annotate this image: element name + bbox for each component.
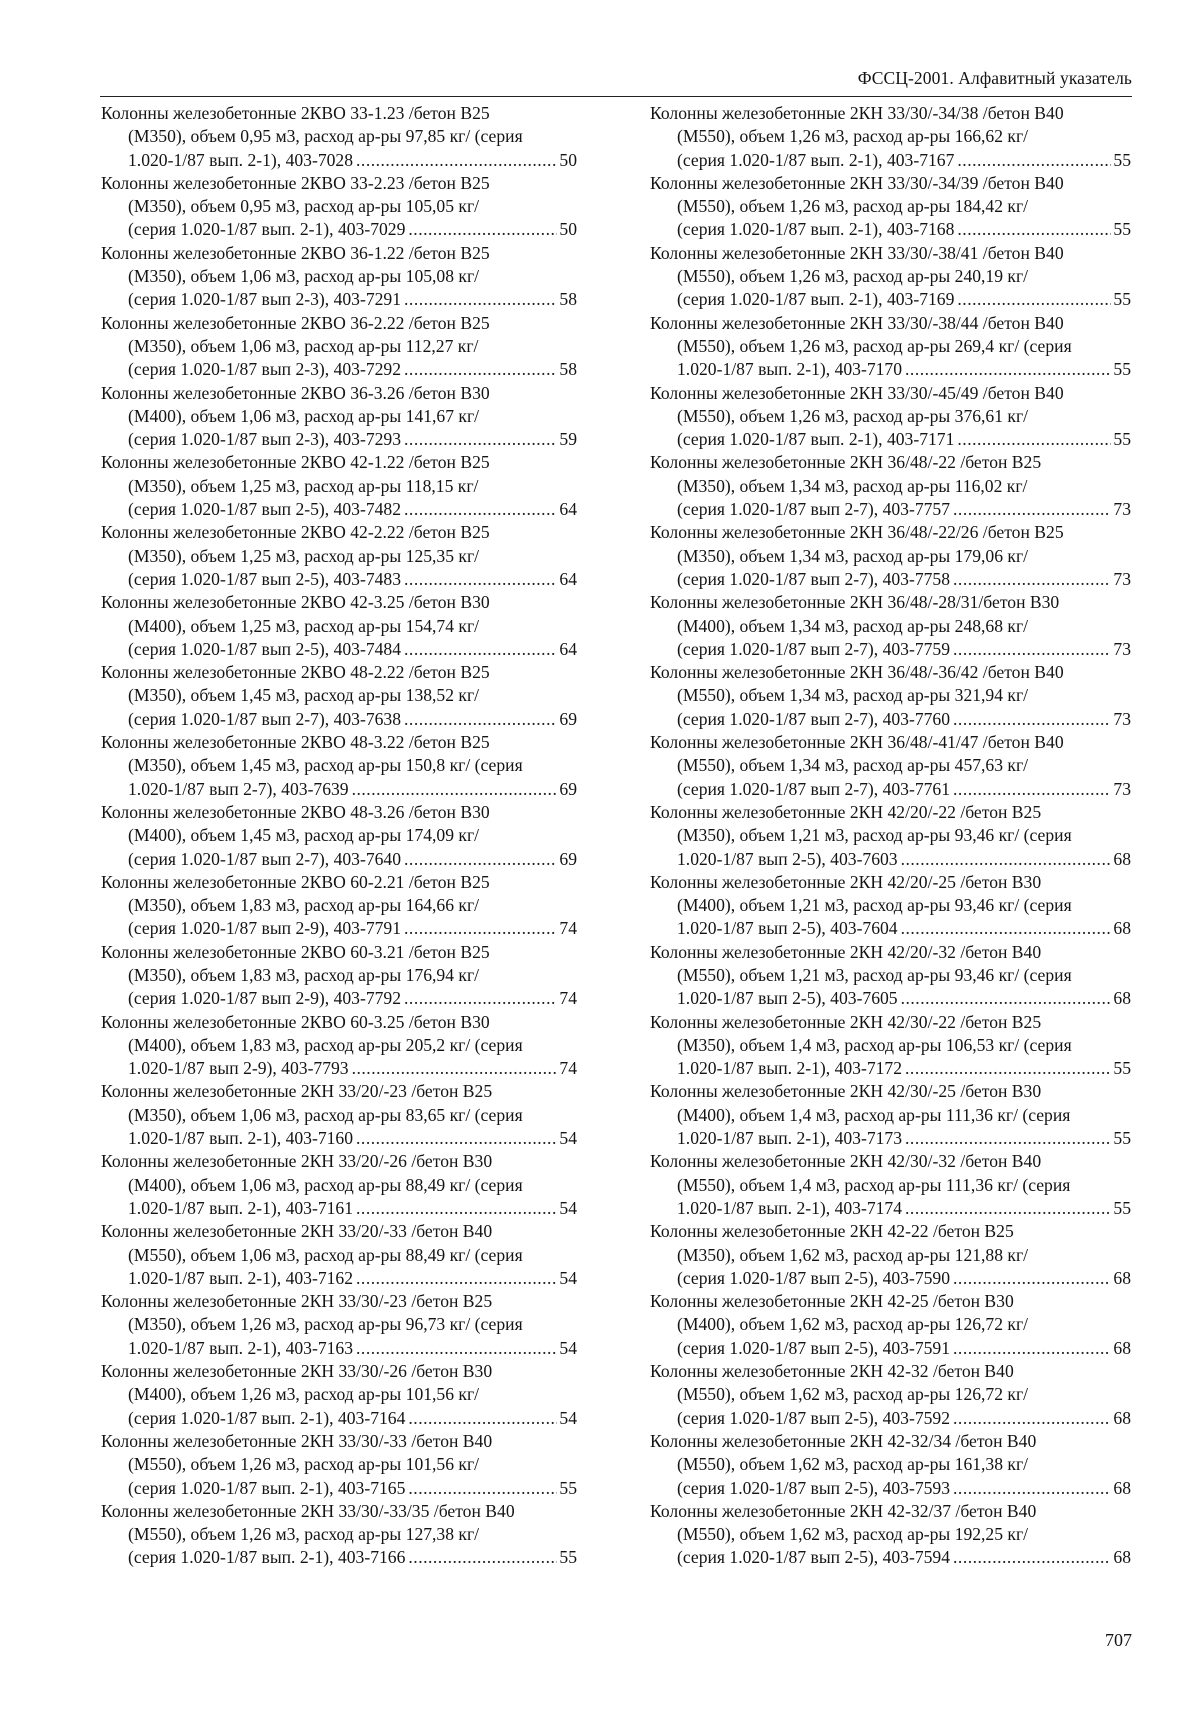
page-number: 707: [1105, 1630, 1132, 1650]
entry-details: (М400), объем 1,06 м3, расход ар-ры 88,49 кг/ (серия: [128, 1174, 523, 1195]
entry-reference-line: [101, 1127, 577, 1150]
entry-details: (М550), объем 1,26 м3, расход ар-ры 184,42 кг/: [677, 196, 1029, 217]
entry-page-number: 68: [1113, 1407, 1131, 1428]
entry-reference: (серия 1.020-1/87 вып. 2-1), 403-7167: [677, 149, 955, 170]
entry-reference-line: [650, 708, 1131, 731]
entry-reference: 1.020-1/87 вып. 2-1), 403-7172: [677, 1058, 903, 1079]
entry-reference-line: [650, 568, 1131, 591]
entry-reference: (серия 1.020-1/87 вып 2-3), 403-7291: [128, 289, 402, 310]
entry-page-number: 69: [559, 848, 577, 869]
entry-reference-line: [650, 987, 1131, 1010]
entry-title: Колонны железобетонные 2КН 42-22 /бетон В25: [650, 1221, 1014, 1242]
index-entry: [650, 1500, 1131, 1570]
entry-reference: (серия 1.020-1/87 вып 2-5), 403-7591: [677, 1337, 951, 1358]
dot-leader: [408, 1407, 557, 1430]
entry-page-number: 54: [559, 1407, 577, 1428]
entry-reference-line: [650, 288, 1131, 311]
entry-page-number: 55: [1113, 1197, 1131, 1218]
entry-reference-line: [650, 218, 1131, 241]
index-entry: [650, 941, 1131, 1011]
entry-page-number: 54: [559, 1197, 577, 1218]
entry-title: Колонны железобетонные 2КН 42-32 /бетон В40: [650, 1361, 1014, 1382]
entry-reference: 1.020-1/87 вып 2-9), 403-7793: [128, 1058, 349, 1079]
entry-reference: (серия 1.020-1/87 вып 2-3), 403-7293: [128, 429, 402, 450]
entry-details: (М350), объем 1,83 м3, расход ар-ры 176,94 кг/: [128, 964, 480, 985]
entry-reference-line: [650, 1477, 1131, 1500]
entry-page-number: 73: [1113, 499, 1131, 520]
dot-leader: [953, 498, 1111, 521]
entry-title: Колонны железобетонные 2КН 33/30/-34/39 /бетон В40: [650, 172, 1064, 193]
entry-reference: (серия 1.020-1/87 вып 2-5), 403-7482: [128, 499, 402, 520]
entry-reference: 1.020-1/87 вып. 2-1), 403-7162: [128, 1267, 354, 1288]
entry-title: Колонны железобетонные 2КН 33/20/-26 /бетон В30: [101, 1151, 493, 1172]
entry-details: (М550), объем 1,26 м3, расход ар-ры 166,62 кг/: [677, 126, 1029, 147]
index-entry: [101, 451, 577, 521]
dot-leader: [404, 917, 557, 940]
entry-reference: (серия 1.020-1/87 вып 2-9), 403-7791: [128, 918, 402, 939]
entry-title: Колонны железобетонные 2КН 33/30/-45/49 /бетон В40: [650, 382, 1064, 403]
entry-reference-line: [101, 1267, 577, 1290]
index-entry: [101, 731, 577, 801]
entry-reference: 1.020-1/87 вып. 2-1), 403-7170: [677, 359, 903, 380]
entry-title: Колонны железобетонные 2КВО 60-3.21 /бетон В25: [101, 941, 490, 962]
entry-reference: 1.020-1/87 вып 2-5), 403-7605: [677, 988, 898, 1009]
entry-reference-line: [650, 1546, 1131, 1569]
index-column-right: [650, 102, 1131, 1570]
entry-page-number: 73: [1113, 638, 1131, 659]
entry-reference: (серия 1.020-1/87 вып. 2-1), 403-7168: [677, 219, 955, 240]
dot-leader: [957, 288, 1111, 311]
entry-details: (М550), объем 1,62 м3, расход ар-ры 192,25 кг/: [677, 1524, 1029, 1545]
entry-reference: (серия 1.020-1/87 вып 2-9), 403-7792: [128, 988, 402, 1009]
entry-title: Колонны железобетонные 2КН 36/48/-28/31/бетон В30: [650, 592, 1060, 613]
entry-title: Колонны железобетонные 2КВО 42-1.22 /бетон В25: [101, 452, 490, 473]
entry-reference: (серия 1.020-1/87 вып. 2-1), 403-7169: [677, 289, 955, 310]
entry-reference-line: [650, 1407, 1131, 1430]
entry-reference: (серия 1.020-1/87 вып. 2-1), 403-7029: [128, 219, 406, 240]
entry-title: Колонны железобетонные 2КВО 60-3.25 /бетон В30: [101, 1011, 490, 1032]
entry-reference: (серия 1.020-1/87 вып 2-5), 403-7590: [677, 1267, 951, 1288]
entry-reference: (серия 1.020-1/87 вып 2-7), 403-7759: [677, 638, 951, 659]
entry-title: Колонны железобетонные 2КН 33/20/-33 /бетон В40: [101, 1221, 493, 1242]
entry-details: (М350), объем 1,45 м3, расход ар-ры 150,8 кг/ (серия: [128, 755, 523, 776]
entry-reference-line: [101, 498, 577, 521]
dot-leader: [408, 218, 557, 241]
entry-title: Колонны железобетонные 2КН 33/30/-23 /бетон В25: [101, 1291, 493, 1312]
entry-reference: 1.020-1/87 вып 2-5), 403-7603: [677, 848, 898, 869]
entry-page-number: 69: [559, 708, 577, 729]
entry-page-number: 64: [559, 638, 577, 659]
entry-details: (М350), объем 1,06 м3, расход ар-ры 83,65 кг/ (серия: [128, 1104, 523, 1125]
entry-page-number: 55: [1113, 1128, 1131, 1149]
entry-details: (М350), объем 1,25 м3, расход ар-ры 118,15 кг/: [128, 475, 479, 496]
entry-reference-line: [650, 1337, 1131, 1360]
index-entry: [101, 1290, 577, 1360]
entry-page-number: 73: [1113, 778, 1131, 799]
entry-page-number: 68: [1113, 1337, 1131, 1358]
index-entry: [101, 591, 577, 661]
index-entry: [650, 102, 1131, 172]
entry-details: (М400), объем 1,34 м3, расход ар-ры 248,68 кг/: [677, 615, 1029, 636]
entry-reference: (серия 1.020-1/87 вып 2-7), 403-7761: [677, 778, 951, 799]
entry-page-number: 58: [559, 289, 577, 310]
entry-reference: 1.020-1/87 вып 2-5), 403-7604: [677, 918, 898, 939]
entry-page-number: 68: [1113, 1477, 1131, 1498]
entry-page-number: 55: [1113, 429, 1131, 450]
entry-reference-line: [101, 848, 577, 871]
entry-reference: (серия 1.020-1/87 вып 2-5), 403-7483: [128, 568, 402, 589]
entry-title: Колонны железобетонные 2КН 42/30/-32 /бетон В40: [650, 1151, 1042, 1172]
index-entry: [101, 172, 577, 242]
index-entry: [650, 1290, 1131, 1360]
index-entry: [650, 591, 1131, 661]
entry-details: (М550), объем 1,34 м3, расход ар-ры 321,94 кг/: [677, 685, 1029, 706]
entry-page-number: 69: [559, 778, 577, 799]
entry-reference-line: [650, 638, 1131, 661]
entry-page-number: 73: [1113, 708, 1131, 729]
entry-page-number: 55: [559, 1477, 577, 1498]
entry-page-number: 50: [559, 219, 577, 240]
entry-title: Колонны железобетонные 2КН 33/30/-26 /бетон В30: [101, 1361, 493, 1382]
entry-page-number: 64: [559, 499, 577, 520]
entry-details: (М550), объем 1,4 м3, расход ар-ры 111,36 кг/ (серия: [677, 1174, 1071, 1195]
entry-reference: (серия 1.020-1/87 вып 2-7), 403-7638: [128, 708, 402, 729]
index-entry: [101, 312, 577, 382]
entry-page-number: 59: [559, 429, 577, 450]
entry-reference-line: [101, 1197, 577, 1220]
dot-leader: [404, 638, 557, 661]
entry-reference-line: [101, 1546, 577, 1569]
dot-leader: [957, 218, 1111, 241]
entry-title: Колонны железобетонные 2КН 42/30/-25 /бетон В30: [650, 1081, 1042, 1102]
index-entry: [650, 801, 1131, 871]
entry-reference: (серия 1.020-1/87 вып. 2-1), 403-7166: [128, 1547, 406, 1568]
entry-reference-line: [101, 218, 577, 241]
entry-reference-line: [650, 1057, 1131, 1080]
entry-details: (М400), объем 1,4 м3, расход ар-ры 111,36 кг/ (серия: [677, 1104, 1071, 1125]
entry-details: (М550), объем 1,26 м3, расход ар-ры 101,56 кг/: [128, 1454, 480, 1475]
entry-details: (М350), объем 1,21 м3, расход ар-ры 93,46 кг/ (серия: [677, 825, 1072, 846]
entry-page-number: 55: [1113, 149, 1131, 170]
dot-leader: [953, 638, 1111, 661]
dot-leader: [404, 708, 557, 731]
header-rule: [100, 96, 1132, 97]
entry-page-number: 68: [1113, 918, 1131, 939]
entry-reference-line: [650, 1197, 1131, 1220]
dot-leader: [953, 1477, 1111, 1500]
dot-leader: [953, 1407, 1111, 1430]
entry-reference-line: [101, 428, 577, 451]
entry-title: Колонны железобетонные 2КН 42/20/-22 /бетон В25: [650, 801, 1042, 822]
dot-leader: [404, 568, 557, 591]
index-entry: [101, 661, 577, 731]
entry-title: Колонны железобетонные 2КН 33/30/-38/44 /бетон В40: [650, 312, 1064, 333]
entry-reference: 1.020-1/87 вып. 2-1), 403-7028: [128, 149, 354, 170]
index-entry: [101, 1220, 577, 1290]
index-entry: [650, 382, 1131, 452]
dot-leader: [356, 1197, 557, 1220]
dot-leader: [957, 149, 1111, 172]
entry-reference-line: [101, 778, 577, 801]
entry-page-number: 54: [559, 1337, 577, 1358]
entry-title: Колонны железобетонные 2КН 42-32/37 /бетон В40: [650, 1500, 1037, 1521]
entry-reference-line: [650, 1267, 1131, 1290]
index-entry: [101, 1500, 577, 1570]
entry-details: (М350), объем 1,4 м3, расход ар-ры 106,53 кг/ (серия: [677, 1034, 1072, 1055]
entry-title: Колонны железобетонные 2КН 42/20/-32 /бетон В40: [650, 941, 1042, 962]
entry-details: (М400), объем 1,06 м3, расход ар-ры 141,67 кг/: [128, 405, 480, 426]
entry-reference: 1.020-1/87 вып. 2-1), 403-7163: [128, 1337, 354, 1358]
entry-title: Колонны железобетонные 2КН 42-25 /бетон В30: [650, 1291, 1014, 1312]
entry-page-number: 68: [1113, 848, 1131, 869]
entry-reference: (серия 1.020-1/87 вып. 2-1), 403-7164: [128, 1407, 406, 1428]
entry-page-number: 68: [1113, 1267, 1131, 1288]
entry-title: Колонны железобетонные 2КВО 36-1.22 /бетон В25: [101, 242, 490, 263]
index-entry: [650, 521, 1131, 591]
entry-details: (М350), объем 1,45 м3, расход ар-ры 138,52 кг/: [128, 685, 480, 706]
index-entry: [650, 731, 1131, 801]
entry-details: (М550), объем 1,06 м3, расход ар-ры 88,49 кг/ (серия: [128, 1244, 523, 1265]
index-entry: [650, 1430, 1131, 1500]
dot-leader: [901, 987, 1112, 1010]
entry-page-number: 55: [559, 1547, 577, 1568]
entry-reference-line: [650, 358, 1131, 381]
index-entry: [650, 661, 1131, 731]
entry-reference-line: [650, 428, 1131, 451]
entry-details: (М350), объем 0,95 м3, расход ар-ры 105,05 кг/: [128, 196, 480, 217]
entry-details: (М550), объем 1,26 м3, расход ар-ры 269,4 кг/ (серия: [677, 335, 1072, 356]
entry-reference: 1.020-1/87 вып. 2-1), 403-7160: [128, 1128, 354, 1149]
index-entry: [650, 242, 1131, 312]
entry-page-number: 54: [559, 1128, 577, 1149]
dot-leader: [352, 778, 558, 801]
entry-details: (М400), объем 1,21 м3, расход ар-ры 93,46 кг/ (серия: [677, 895, 1072, 916]
entry-details: (М550), объем 1,62 м3, расход ар-ры 126,72 кг/: [677, 1384, 1029, 1405]
entry-details: (М550), объем 1,26 м3, расход ар-ры 376,61 кг/: [677, 405, 1029, 426]
dot-leader: [953, 708, 1111, 731]
entry-details: (М400), объем 1,45 м3, расход ар-ры 174,09 кг/: [128, 825, 480, 846]
entry-reference-line: [101, 1337, 577, 1360]
entry-reference-line: [101, 288, 577, 311]
entry-page-number: 74: [559, 918, 577, 939]
entry-reference: 1.020-1/87 вып 2-7), 403-7639: [128, 778, 349, 799]
entry-details: (М550), объем 1,62 м3, расход ар-ры 161,38 кг/: [677, 1454, 1029, 1475]
entry-title: Колонны железобетонные 2КВО 33-2.23 /бетон В25: [101, 172, 490, 193]
dot-leader: [404, 358, 557, 381]
index-entry: [101, 521, 577, 591]
entry-reference-line: [101, 149, 577, 172]
entry-reference-line: [650, 778, 1131, 801]
entry-page-number: 73: [1113, 568, 1131, 589]
entry-title: Колонны железобетонные 2КН 33/30/-38/41 /бетон В40: [650, 242, 1064, 263]
index-column-left: [101, 102, 577, 1570]
entry-reference-line: [101, 708, 577, 731]
entry-reference-line: [101, 917, 577, 940]
entry-reference: (серия 1.020-1/87 вып 2-5), 403-7593: [677, 1477, 951, 1498]
entry-page-number: 74: [559, 1058, 577, 1079]
entry-reference-line: [101, 987, 577, 1010]
entry-reference: (серия 1.020-1/87 вып 2-7), 403-7758: [677, 568, 951, 589]
entry-page-number: 55: [1113, 1058, 1131, 1079]
entry-details: (М400), объем 1,62 м3, расход ар-ры 126,72 кг/: [677, 1314, 1029, 1335]
entry-reference-line: [650, 848, 1131, 871]
entry-reference-line: [650, 149, 1131, 172]
entry-title: Колонны железобетонные 2КВО 42-3.25 /бетон В30: [101, 592, 490, 613]
entry-title: Колонны железобетонные 2КВО 42-2.22 /бетон В25: [101, 522, 490, 543]
entry-title: Колонны железобетонные 2КН 36/48/-41/47 /бетон В40: [650, 732, 1064, 753]
index-entry: [101, 801, 577, 871]
entry-title: Колонны железобетонные 2КВО 48-2.22 /бетон В25: [101, 662, 490, 683]
dot-leader: [404, 987, 557, 1010]
entry-details: (М350), объем 1,06 м3, расход ар-ры 112,27 кг/: [128, 335, 479, 356]
dot-leader: [408, 1477, 557, 1500]
index-entry: [650, 1360, 1131, 1430]
entry-reference-line: [650, 917, 1131, 940]
dot-leader: [905, 358, 1111, 381]
index-entry: [101, 1080, 577, 1150]
entry-title: Колонны железобетонные 2КН 36/48/-36/42 /бетон В40: [650, 662, 1064, 683]
entry-details: (М350), объем 1,26 м3, расход ар-ры 96,73 кг/ (серия: [128, 1314, 523, 1335]
dot-leader: [408, 1546, 557, 1569]
entry-title: Колонны железобетонные 2КН 33/30/-33/35 /бетон В40: [101, 1500, 515, 1521]
entry-reference: (серия 1.020-1/87 вып 2-3), 403-7292: [128, 359, 402, 380]
entry-reference: (серия 1.020-1/87 вып 2-7), 403-7757: [677, 499, 951, 520]
entry-page-number: 54: [559, 1267, 577, 1288]
entry-reference: 1.020-1/87 вып. 2-1), 403-7173: [677, 1128, 903, 1149]
index-entry: [650, 312, 1131, 382]
dot-leader: [901, 848, 1112, 871]
dot-leader: [352, 1057, 558, 1080]
dot-leader: [356, 1267, 557, 1290]
dot-leader: [901, 917, 1112, 940]
dot-leader: [953, 568, 1111, 591]
index-entry: [101, 382, 577, 452]
entry-title: Колонны железобетонные 2КВО 60-2.21 /бетон В25: [101, 871, 490, 892]
entry-page-number: 50: [559, 149, 577, 170]
index-entry: [101, 102, 577, 172]
entry-details: (М400), объем 1,83 м3, расход ар-ры 205,2 кг/ (серия: [128, 1034, 523, 1055]
dot-leader: [356, 149, 557, 172]
entry-title: Колонны железобетонные 2КН 33/30/-33 /бетон В40: [101, 1430, 493, 1451]
entry-details: (М550), объем 1,26 м3, расход ар-ры 127,38 кг/: [128, 1524, 480, 1545]
entry-page-number: 74: [559, 988, 577, 1009]
entry-title: Колонны железобетонные 2КН 42/20/-25 /бетон В30: [650, 871, 1042, 892]
dot-leader: [404, 848, 557, 871]
index-entry: [101, 1150, 577, 1220]
dot-leader: [356, 1337, 557, 1360]
entry-title: Колонны железобетонные 2КВО 48-3.22 /бетон В25: [101, 732, 490, 753]
dot-leader: [905, 1057, 1111, 1080]
entry-title: Колонны железобетонные 2КН 36/48/-22/26 /бетон В25: [650, 522, 1064, 543]
dot-leader: [404, 428, 557, 451]
entry-reference: (серия 1.020-1/87 вып 2-5), 403-7484: [128, 638, 402, 659]
entry-details: (М550), объем 1,21 м3, расход ар-ры 93,46 кг/ (серия: [677, 964, 1072, 985]
entry-reference-line: [101, 1407, 577, 1430]
index-entry: [650, 871, 1131, 941]
index-entry: [650, 1011, 1131, 1081]
entry-details: (М350), объем 1,34 м3, расход ар-ры 116,02 кг/: [677, 475, 1028, 496]
entry-title: Колонны железобетонные 2КН 33/20/-23 /бетон В25: [101, 1081, 493, 1102]
dot-leader: [404, 288, 557, 311]
index-entry: [650, 1080, 1131, 1150]
entry-title: Колонны железобетонные 2КН 42/30/-22 /бетон В25: [650, 1011, 1042, 1032]
entry-page-number: 55: [1113, 359, 1131, 380]
entry-reference: (серия 1.020-1/87 вып. 2-1), 403-7171: [677, 429, 955, 450]
entry-reference-line: [101, 638, 577, 661]
index-entry: [101, 242, 577, 312]
dot-leader: [953, 1546, 1111, 1569]
index-entry: [650, 1220, 1131, 1290]
entry-title: Колонны железобетонные 2КВО 36-3.26 /бетон В30: [101, 382, 490, 403]
entry-details: (М550), объем 1,26 м3, расход ар-ры 240,19 кг/: [677, 266, 1029, 287]
index-entry: [101, 1011, 577, 1081]
entry-details: (М350), объем 1,25 м3, расход ар-ры 125,35 кг/: [128, 545, 480, 566]
entry-reference-line: [101, 1057, 577, 1080]
entry-details: (М350), объем 1,34 м3, расход ар-ры 179,06 кг/: [677, 545, 1029, 566]
entry-page-number: 58: [559, 359, 577, 380]
entry-reference-line: [650, 1127, 1131, 1150]
entry-title: Колонны железобетонные 2КВО 36-2.22 /бетон В25: [101, 312, 490, 333]
index-entry: [101, 1430, 577, 1500]
entry-details: (М350), объем 0,95 м3, расход ар-ры 97,85 кг/ (серия: [128, 126, 523, 147]
index-entry: [101, 871, 577, 941]
entry-page-number: 55: [1113, 289, 1131, 310]
index-entry: [650, 172, 1131, 242]
dot-leader: [957, 428, 1111, 451]
entry-title: Колонны железобетонные 2КВО 33-1.23 /бетон В25: [101, 103, 490, 123]
entry-title: Колонны железобетонные 2КН 42-32/34 /бетон В40: [650, 1430, 1037, 1451]
entry-reference-line: [101, 568, 577, 591]
index-entry: [101, 941, 577, 1011]
entry-reference: (серия 1.020-1/87 вып 2-7), 403-7640: [128, 848, 402, 869]
dot-leader: [953, 1337, 1111, 1360]
page-header-title: ФССЦ-2001. Алфавитный указатель: [857, 68, 1132, 88]
entry-details: (М400), объем 1,26 м3, расход ар-ры 101,56 кг/: [128, 1384, 480, 1405]
entry-page-number: 68: [1113, 988, 1131, 1009]
entry-reference-line: [650, 498, 1131, 521]
entry-reference: (серия 1.020-1/87 вып. 2-1), 403-7165: [128, 1477, 406, 1498]
index-entry: [101, 1360, 577, 1430]
dot-leader: [404, 498, 557, 521]
entry-reference: 1.020-1/87 вып. 2-1), 403-7174: [677, 1197, 903, 1218]
dot-leader: [905, 1127, 1111, 1150]
entry-page-number: 55: [1113, 219, 1131, 240]
dot-leader: [953, 1267, 1111, 1290]
entry-reference: 1.020-1/87 вып. 2-1), 403-7161: [128, 1197, 354, 1218]
entry-details: (М400), объем 1,25 м3, расход ар-ры 154,74 кг/: [128, 615, 480, 636]
entry-title: Колонны железобетонные 2КН 36/48/-22 /бетон В25: [650, 452, 1042, 473]
entry-details: (М350), объем 1,83 м3, расход ар-ры 164,66 кг/: [128, 895, 480, 916]
entry-reference-line: [101, 1477, 577, 1500]
entry-page-number: 64: [559, 568, 577, 589]
entry-details: (М550), объем 1,34 м3, расход ар-ры 457,63 кг/: [677, 755, 1029, 776]
index-entry: [650, 1150, 1131, 1220]
dot-leader: [905, 1197, 1111, 1220]
entry-reference: (серия 1.020-1/87 вып 2-5), 403-7594: [677, 1547, 951, 1568]
dot-leader: [953, 778, 1111, 801]
entry-page-number: 68: [1113, 1547, 1131, 1568]
entry-details: (М350), объем 1,62 м3, расход ар-ры 121,88 кг/: [677, 1244, 1029, 1265]
entry-reference-line: [101, 358, 577, 381]
index-entry: [650, 451, 1131, 521]
entry-title: Колонны железобетонные 2КН 33/30/-34/38 /бетон В40: [650, 103, 1064, 123]
entry-title: Колонны железобетонные 2КВО 48-3.26 /бетон В30: [101, 801, 490, 822]
entry-reference: (серия 1.020-1/87 вып 2-5), 403-7592: [677, 1407, 951, 1428]
dot-leader: [356, 1127, 557, 1150]
entry-reference: (серия 1.020-1/87 вып 2-7), 403-7760: [677, 708, 951, 729]
entry-details: (М350), объем 1,06 м3, расход ар-ры 105,08 кг/: [128, 266, 480, 287]
